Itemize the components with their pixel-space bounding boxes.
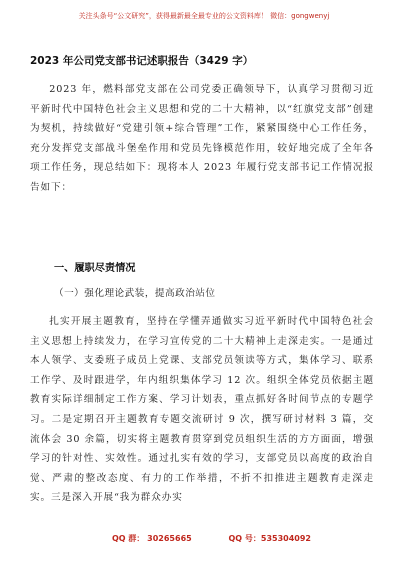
top-promo-banner: 关注头条号“公文研究”，获得最新最全最专业的公文资料库！ 微信：gongwenyj bbox=[78, 12, 330, 20]
section-heading: 一、履职尽责情况 bbox=[54, 263, 136, 274]
qq-group-text: QQ 群： 30265665 bbox=[112, 534, 192, 543]
intro-paragraph: 2023 年，燃料部党支部在公司党委正确领导下，认真学习贯彻习近平新时代中国特色社会主义思想和党的二十大精神，以“红旗党支部”创建为契机，持续做好“党建引领+综合管理”工作，紧紧围绕中心工作任务，充分发挥党支部战斗堡垒作用和党员先锋模范作用，较好地完成了全年各项工作任务，现总结如下：现将本人 2023 年履行党支部书记工作情况报告如下： bbox=[30, 84, 374, 193]
subsection-heading: （一）强化理论武装，提高政治站位 bbox=[54, 288, 216, 299]
body-paragraph: 扎实开展主题教育，坚持在学懂弄通做实习近平新时代中国特色社会主义思想上持续发力，在学习宣传党的二十大精神上走深走实。一是通过本人领学、支委班子成员上党课、支部党员领读等方式，集体学习、联系工作学、及时跟进学，年内组织集体学习 12 次。组织全体党员依据主题教育实际详细制定工作方案、学习计划表，重点抓好各时间节点的专题学习。二是定期召开主题教育专题交流研讨 9 次，撰写研讨材料 3 篇，交流体会 30 余篇，切实将主题教育贯穿到党员组织生活的方方面面，增强学习的针对性、实效性。通过扎实有效的学习，支部党员以高度的政治自觉、严肃的整改态度、有力的工作举措，不折不扣推进主题教育走深走实。三是深入开展“我为群众办实 bbox=[30, 316, 374, 504]
document-title: 2023 年公司党支部书记述职报告（3429 字） bbox=[30, 55, 254, 67]
qq-number-text: QQ 号：535304092 bbox=[228, 534, 311, 543]
footer-contact-bar bbox=[112, 534, 345, 544]
